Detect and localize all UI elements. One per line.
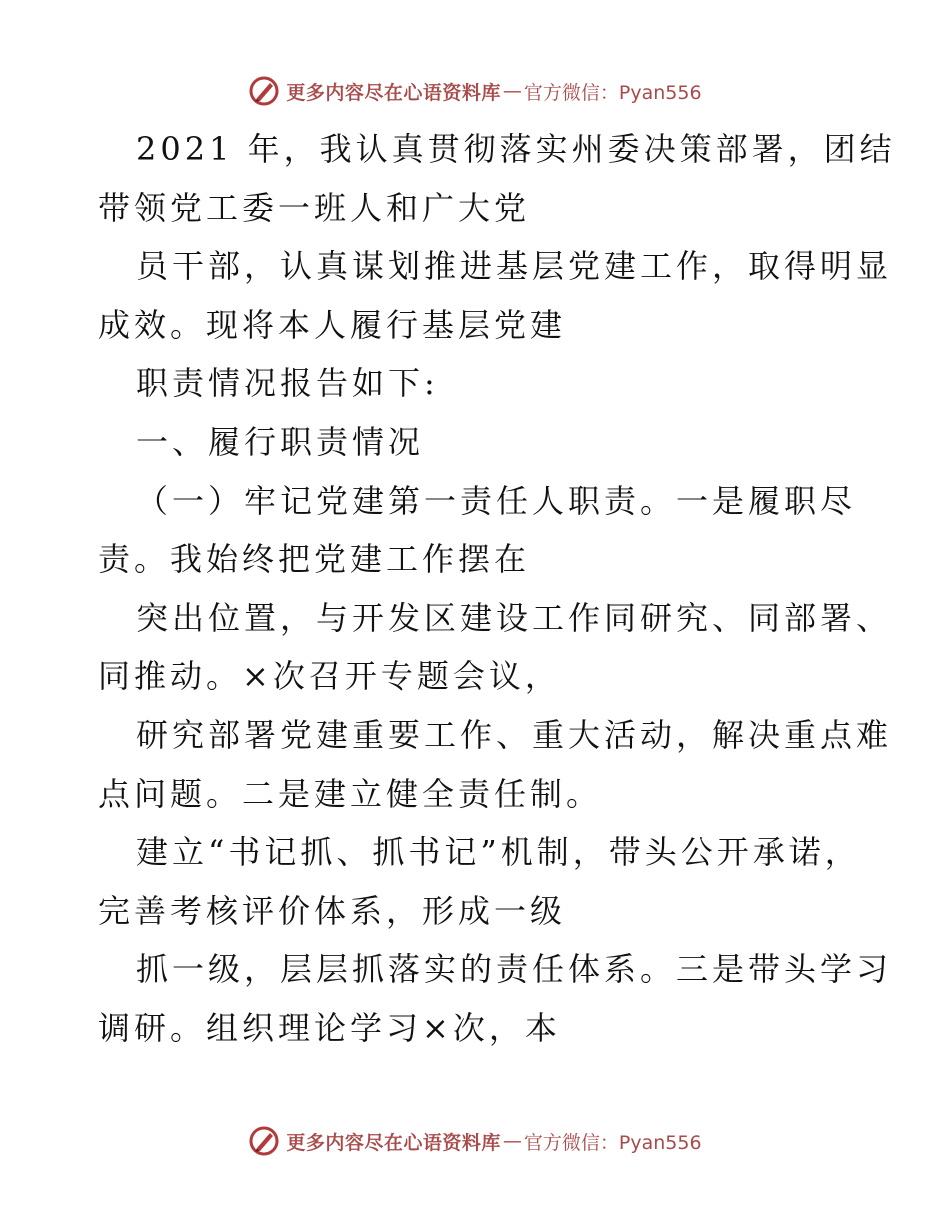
header-watermark bbox=[0, 71, 950, 111]
body-line: 同推动。×次召开专题会议， bbox=[98, 657, 561, 696]
document-body bbox=[98, 120, 896, 1058]
body-line: 员干部，认真谋划推进基层党建工作，取得明显 bbox=[136, 247, 893, 286]
body-line: 建立“书记抓、抓书记”机制，带头公开承诺， bbox=[136, 833, 861, 872]
body-line: 职责情况报告如下: bbox=[136, 364, 439, 403]
body-line: 突出位置，与开发区建设工作同研究、同部署、 bbox=[136, 598, 893, 637]
body-line: 调研。组织理论学习×次，本 bbox=[98, 1008, 561, 1047]
section-heading: 一、履行职责情况 bbox=[136, 422, 425, 461]
body-line: 完善考核评价体系，形成一级 bbox=[98, 891, 567, 930]
pen-logo-icon bbox=[248, 1125, 280, 1157]
body-line: 责。我始终把党建工作摆在 bbox=[98, 540, 531, 579]
watermark-wechat-text: 官方微信：Pyan556 bbox=[523, 81, 702, 104]
watermark-separator: — bbox=[502, 80, 522, 102]
watermark-separator: — bbox=[502, 1130, 522, 1152]
body-line: 2021 年，我认真贯彻落实州委决策部署，团结 bbox=[136, 130, 896, 168]
body-line: 抓一级，层层抓落实的责任体系。三是带头学习 bbox=[136, 950, 893, 989]
footer-watermark bbox=[0, 1121, 950, 1161]
pen-logo-icon bbox=[248, 75, 280, 107]
watermark-main-text: 更多内容尽在心语资料库 bbox=[286, 81, 501, 104]
body-line: （一）牢记党建第一责任人职责。一是履职尽 bbox=[136, 481, 857, 520]
body-line: 带领党工委一班人和广大党 bbox=[98, 188, 531, 227]
watermark-wechat-text: 官方微信：Pyan556 bbox=[523, 1131, 702, 1154]
body-line: 成效。现将本人履行基层党建 bbox=[98, 305, 567, 344]
body-line: 点问题。二是建立健全责任制。 bbox=[98, 774, 603, 813]
watermark-main-text: 更多内容尽在心语资料库 bbox=[286, 1131, 501, 1154]
body-line: 研究部署党建重要工作、重大活动，解决重点难 bbox=[136, 715, 893, 754]
